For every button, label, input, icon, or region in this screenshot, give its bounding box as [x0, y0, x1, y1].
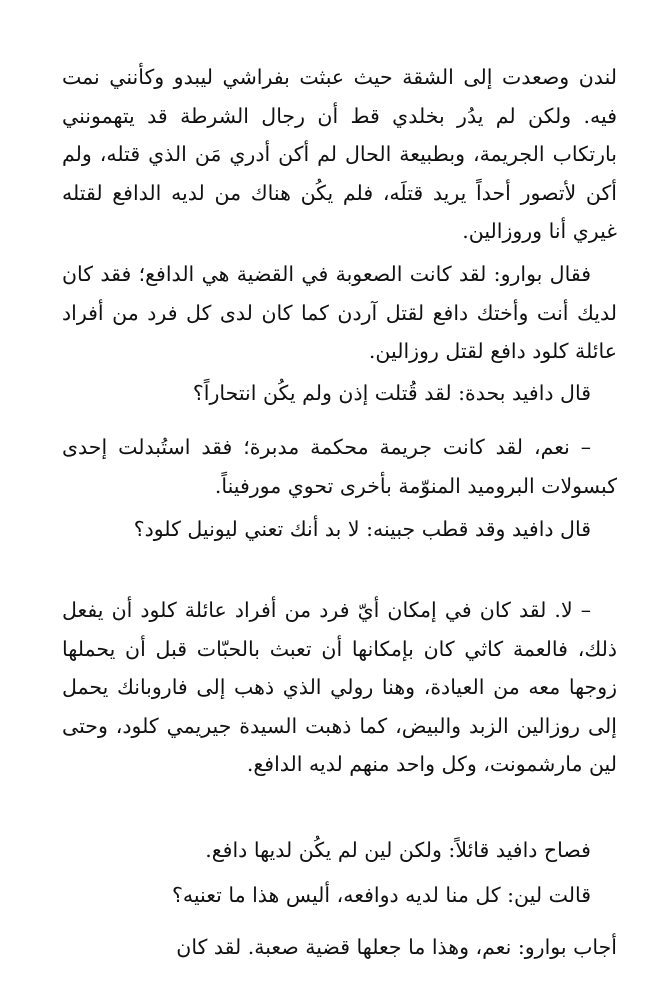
paragraph-4: – نعم، لقد كانت جريمة محكمة مدبرة؛ فقد استُبدلت إحدى كبسولات البروميد المنوّمة بأخرى تحوي مورفيناً. — [62, 435, 617, 498]
paragraph-3: قال دافيد بحدة: لقد قُتلت إذن ولم يكُن انتحاراً؟ — [192, 381, 591, 405]
paragraph-7: فصاح دافيد قائلاً: ولكن لين لم يكُن لديها دافع. — [205, 838, 591, 862]
paragraph-1: لندن وصعدت إلى الشقة حيث عبثت بفراشي ليبدو وكأنني نمت فيه. ولكن لم يدُر بخلدي قط أن رجال الشرطة قد يتهمونني بارتكاب الجريمة، وبطبيعة الحال لم أكن أدري مَن الذي قتله، ولم أكن لأتصور أحداً يريد قتلَه، فلم يكُن هناك من لديه الدافع لقتله غيري أنا وروزالين. — [62, 65, 617, 243]
paragraph-5: قال دافيد وقد قطب جبينه: لا بد أنك تعني ليونيل كلود؟ — [133, 517, 591, 541]
paragraph-2: فقال بوارو: لقد كانت الصعوبة في القضية هي الدافع؛ فقد كان لديك أنت وأختك دافع لقتل آردن كما كان لدى كل فرد من أفراد عائلة كلود دافع لقتل روزالين. — [62, 262, 617, 363]
paragraph-6: – لا. لقد كان في إمكان أيّ فرد من أفراد عائلة كلود أن يفعل ذلك، فالعمة كاثي كان بإمكانها أن تعبث بالحبّات قبل أن يحملها زوجها معه من العيادة، وهنا رولي الذي ذهب إلى فاروبانك يحمل إلى روزالين الزبد والبيض، كما ذهبت السيدة جيريمي كلود، وحتى لين مارشمونت، وكل واحد منهم لديه الدافع. — [62, 598, 617, 776]
paragraph-9: أجاب بوارو: نعم، وهذا ما جعلها قضية صعبة. لقد كان — [176, 935, 617, 959]
paragraph-8: قالت لين: كل منا لديه دوافعه، أليس هذا ما تعنيه؟ — [171, 883, 591, 907]
